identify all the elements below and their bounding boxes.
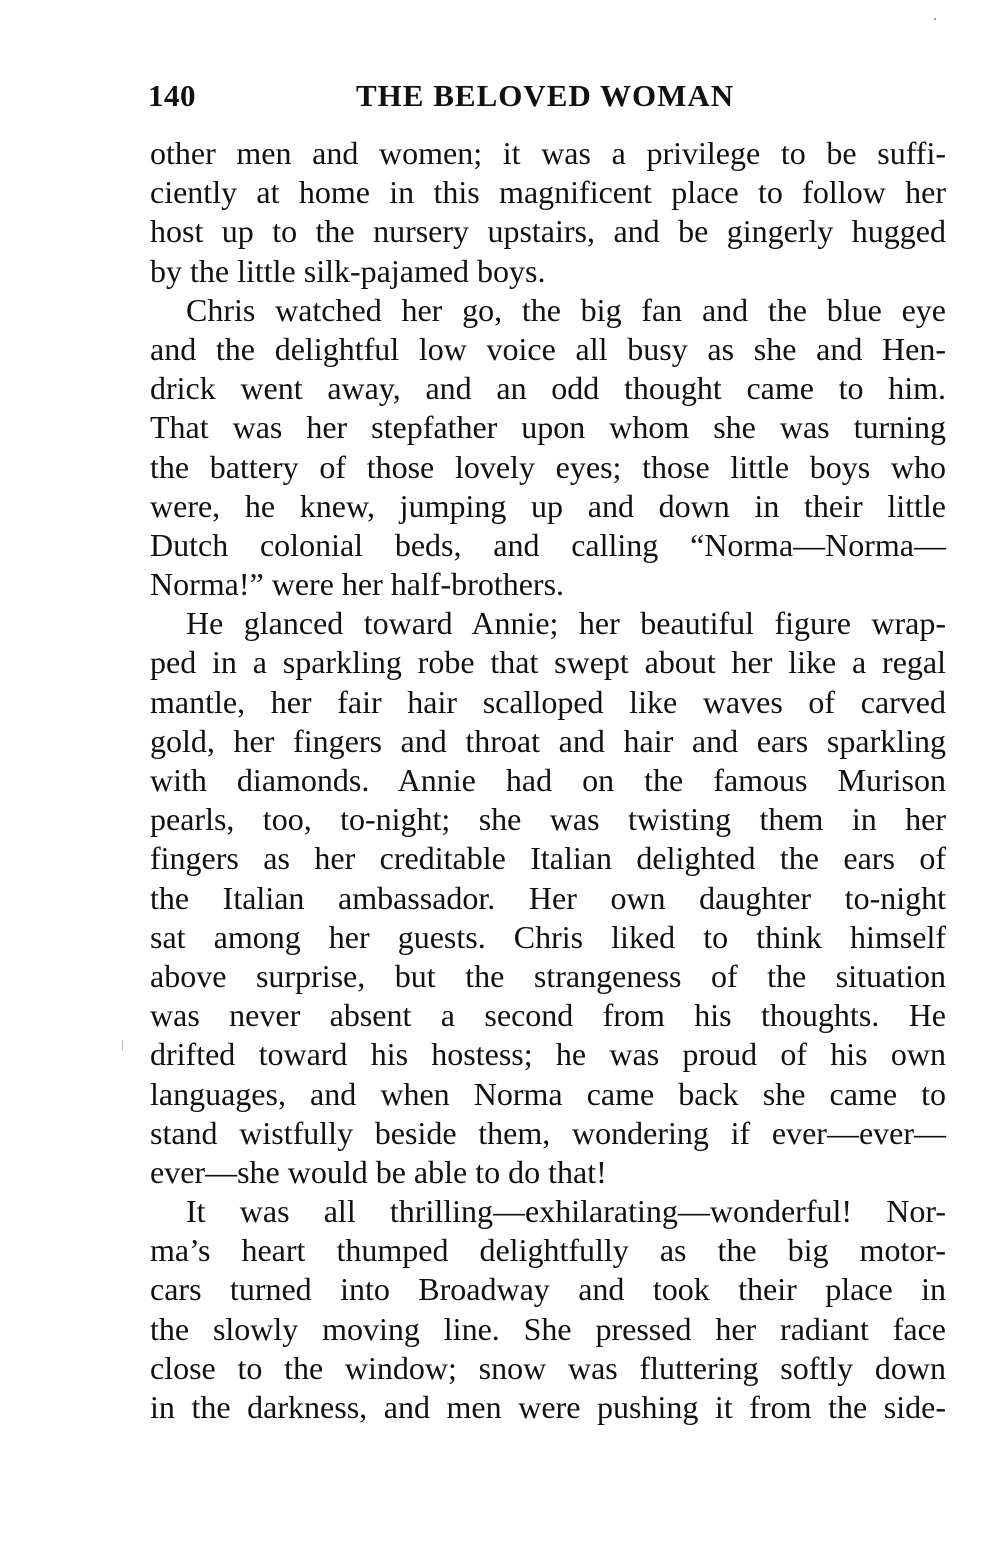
text-line: Dutch colonial beds, and calling “Norma—Norma— xyxy=(150,526,946,563)
paragraph-end-line: ever—she would be able to do that! xyxy=(150,1153,607,1190)
text-line: other men and women; it was a privilege to be suffi- xyxy=(150,135,946,171)
page-number: 140 xyxy=(148,78,196,113)
text-line: the battery of those lovely eyes; those little boys who xyxy=(150,448,946,485)
text-line: stand wistfully beside them, wondering if ever—ever— xyxy=(150,1114,946,1151)
text-line: sat among her guests. Chris liked to think himself xyxy=(150,918,946,955)
text-line: drick went away, and an odd thought came to him. xyxy=(150,370,946,407)
text-line: the slowly moving line. She pressed her radiant face xyxy=(150,1310,946,1347)
paragraph-end-line: Norma!” were her half-brothers. xyxy=(150,566,565,603)
scan-speck xyxy=(122,1040,123,1050)
running-head xyxy=(148,78,946,118)
paragraph-start-line: He glanced toward Annie; her beautiful figure wrap- xyxy=(186,605,946,642)
text-line: ciently at home in this magnificent place to follow her xyxy=(150,174,946,211)
text-line: cars turned into Broadway and took their place in xyxy=(150,1271,946,1308)
text-line: host up to the nursery upstairs, and be gingerly hugged xyxy=(150,213,946,250)
text-line: gold, her fingers and throat and hair and ears sparkling xyxy=(150,722,946,759)
text-line: drifted toward his hostess; he was proud of his own xyxy=(150,1036,946,1073)
paragraph-end-line: by the little silk-pajamed boys. xyxy=(150,252,546,289)
text-line: pearls, too, to-night; she was twisting them in her xyxy=(150,801,946,838)
text-line: close to the window; snow was fluttering softly down xyxy=(150,1349,946,1386)
text-line: the Italian ambassador. Her own daughter to-night xyxy=(150,879,946,916)
text-line: languages, and when Norma came back she came to xyxy=(150,1075,946,1112)
text-line: mantle, her fair hair scalloped like waves of carved xyxy=(150,683,946,720)
text-line: ped in a sparkling robe that swept about her like a regal xyxy=(150,644,946,681)
text-line: with diamonds. Annie had on the famous Murison xyxy=(150,762,946,798)
text-line: in the darkness, and men were pushing it from the side- xyxy=(150,1389,946,1425)
text-line: above surprise, but the strangeness of the situation xyxy=(150,957,946,994)
paragraph-start-line: It was all thrilling—exhilarating—wonderful! Nor- xyxy=(186,1193,946,1230)
book-title: THE BELOVED WOMAN xyxy=(356,78,735,113)
text-line: were, he knew, jumping up and down in their little xyxy=(150,487,946,524)
body-text xyxy=(150,134,946,1427)
text-line: That was her stepfather upon whom she was turning xyxy=(150,409,946,446)
paragraph-start-line: Chris watched her go, the big fan and the blue eye xyxy=(186,291,946,328)
scan-speck xyxy=(934,18,936,20)
text-line: fingers as her creditable Italian delighted the ears of xyxy=(150,840,946,877)
text-line: and the delightful low voice all busy as she and Hen- xyxy=(150,330,946,367)
text-line: was never absent a second from his thoughts. He xyxy=(150,997,946,1034)
text-line: ma’s heart thumped delightfully as the big motor- xyxy=(150,1232,946,1269)
